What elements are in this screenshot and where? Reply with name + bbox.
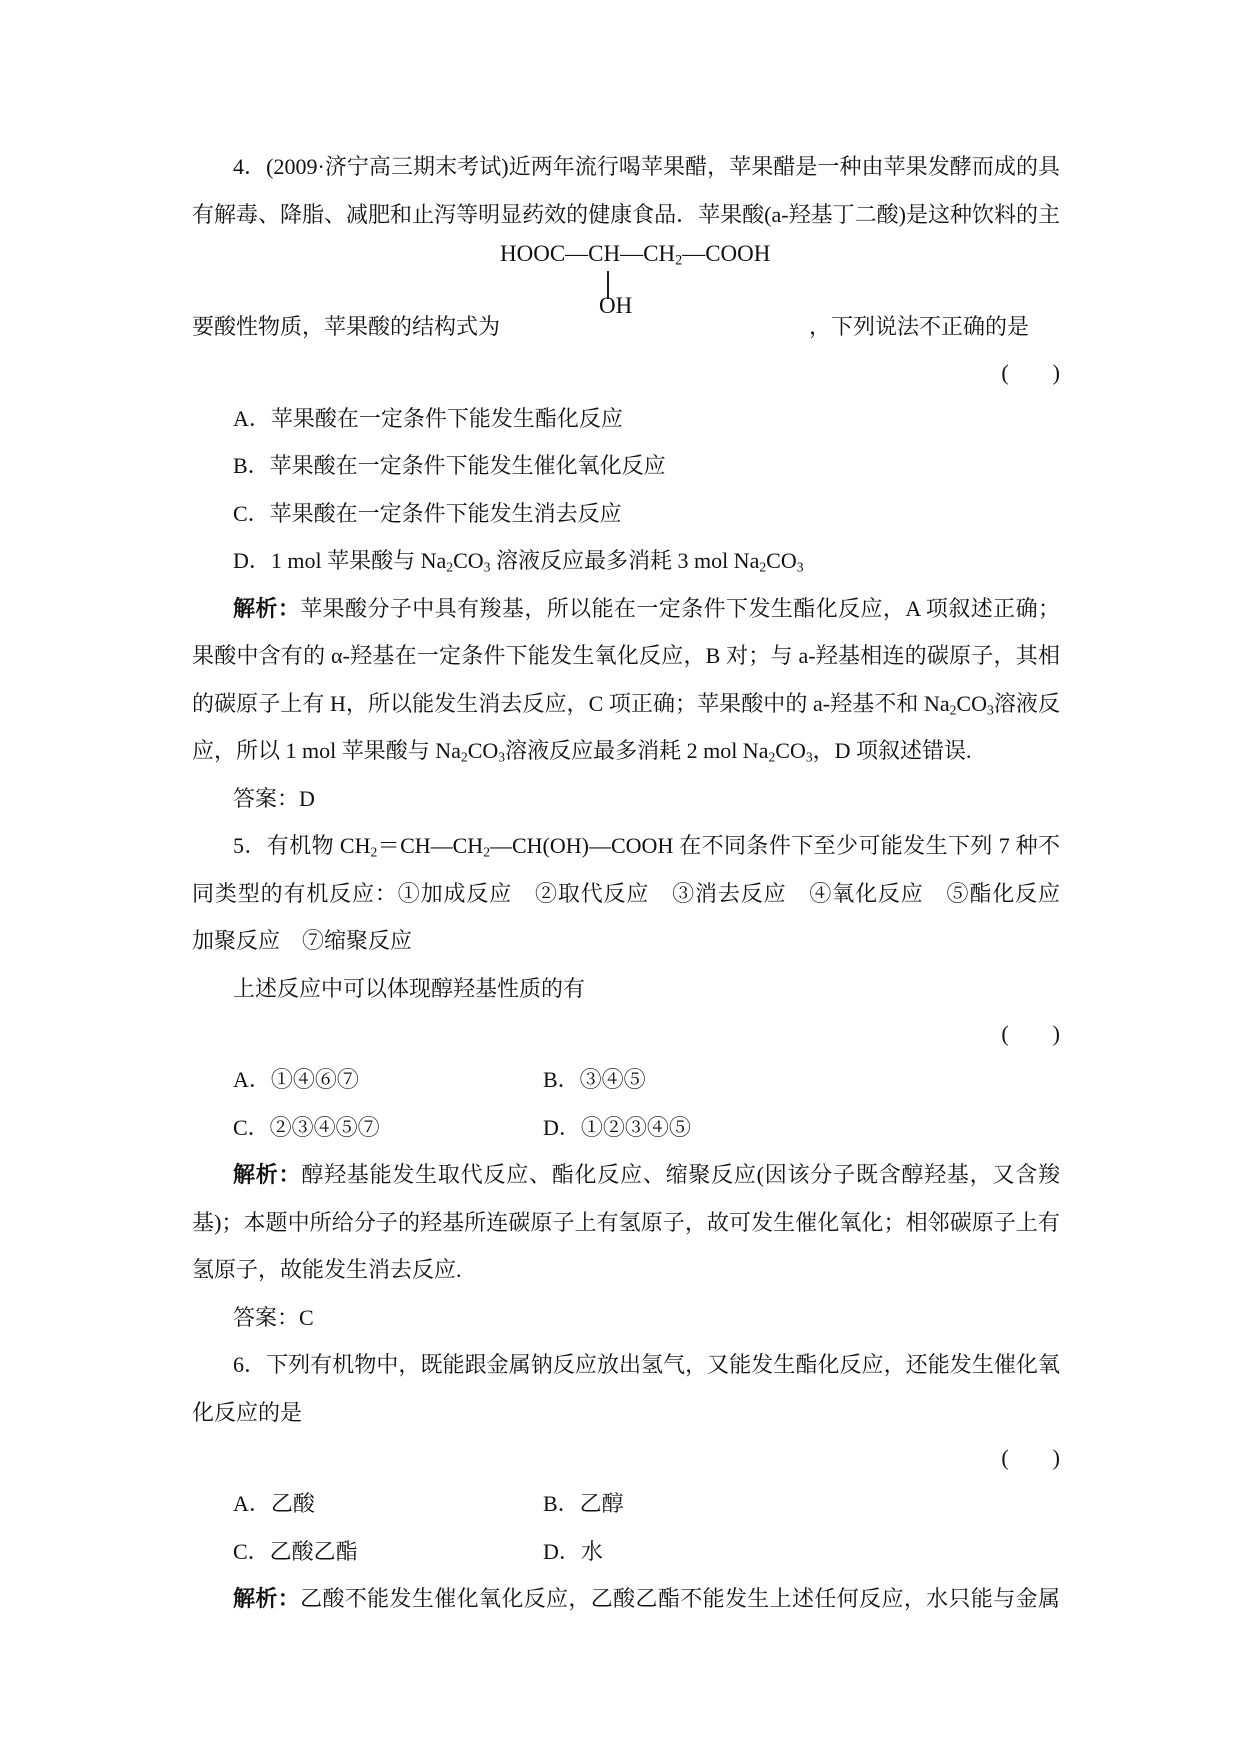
sub: 3 xyxy=(796,559,804,575)
analysis-label: 解析： xyxy=(233,1586,301,1611)
text: 溶液反应最多消耗 3 mol Na xyxy=(490,548,760,573)
q5-stem-line-2: 同类型的有机反应：①加成反应 ②取代反应 ③消去反应 ④氧化反应 ⑤酯化反应 xyxy=(192,880,1060,906)
formula-main-b: —COOH xyxy=(682,241,771,266)
sub: 2 xyxy=(483,844,490,860)
q5-options-row-2 xyxy=(192,1104,1060,1152)
q5-analysis-line-2: 基)；本题中所给分子的羟基所连碳原子上有氢原子，故可发生催化氧化；相邻碳原子上有 xyxy=(192,1209,1060,1235)
q4-analysis-line-4 xyxy=(192,727,1060,775)
malic-acid-structural-formula xyxy=(500,239,771,318)
text: CO xyxy=(766,548,797,573)
q6-option-b: B．乙醇 xyxy=(543,1491,624,1516)
analysis-label: 解析： xyxy=(233,595,301,621)
q4-analysis-line-3 xyxy=(192,680,1060,728)
text: CO xyxy=(467,738,499,763)
q4-option-c: C．苹果酸在一定条件下能发生消去反应 xyxy=(233,500,622,526)
q6-option-c: C．乙酸乙酯 xyxy=(233,1538,358,1564)
q4-stem-after-formula: ，下列说法不正确的是 xyxy=(809,314,1030,339)
text: 醇羟基能发生取代反应、酯化反应、缩聚反应(因该分子既含醇羟基，又含羧 xyxy=(301,1162,1060,1187)
text: CO xyxy=(775,738,806,763)
sub: 2 xyxy=(446,559,454,575)
sub: 2 xyxy=(768,749,776,765)
text: 乙酸不能发生催化氧化反应，乙酸乙酯不能发生上述任何反应，水只能与金属 xyxy=(300,1586,1060,1611)
text: 溶液反应最多消耗 2 mol Na xyxy=(505,738,769,763)
q6-stem-line-2: 化反应的是 xyxy=(192,1399,303,1425)
q5-stem-line-3: 加聚反应 ⑦缩聚反应 xyxy=(192,928,413,953)
text: CO xyxy=(956,690,987,716)
q6-option-d: D．水 xyxy=(543,1538,603,1564)
q6-analysis-line-1 xyxy=(192,1575,1060,1623)
sub: 2 xyxy=(949,701,957,717)
q5-analysis-line-1 xyxy=(192,1151,1060,1199)
sub: 3 xyxy=(986,701,994,717)
sub: 2 xyxy=(370,844,378,860)
formula-subscript: 2 xyxy=(675,252,683,269)
text: ，D 项叙述错误. xyxy=(812,738,972,763)
text: 苹果酸分子中具有羧基，所以能在一定条件下发生酯化反应，A 项叙述正确； xyxy=(300,595,1060,621)
analysis-label: 解析： xyxy=(233,1162,302,1187)
q4-stem-line-2: 有解毒、降脂、减肥和止泻等明显药效的健康食品．苹果酸(a-羟基丁二酸)是这种饮料的主 xyxy=(192,201,1060,227)
q4-analysis-line-2: 果酸中含有的 α-羟基在一定条件下能发生氧化反应，B 对；与 a-羟基相连的碳原子，其相 xyxy=(192,643,1060,668)
text: ＝CH—CH xyxy=(377,833,484,858)
q5-stem-line-4: 上述反应中可以体现醇羟基性质的有 xyxy=(233,975,586,1001)
text: 应，所以 1 mol 苹果酸与 Na xyxy=(192,738,461,763)
sub: 2 xyxy=(759,559,767,575)
q6-options-row-2 xyxy=(192,1528,1060,1576)
text: D．1 mol 苹果酸与 Na xyxy=(233,548,447,573)
text: 5．有机物 CH xyxy=(233,833,371,858)
q5-option-d: D．①②③④⑤ xyxy=(543,1114,691,1140)
q5-answer-paren: ( ) xyxy=(1001,1021,1060,1046)
q4-option-b: B．苹果酸在一定条件下能发生催化氧化反应 xyxy=(233,453,666,478)
q6-answer-paren: ( ) xyxy=(1001,1445,1060,1470)
q4-stem-line-3 xyxy=(192,241,1060,351)
q4-answer: 答案：D xyxy=(233,785,315,811)
q4-option-d xyxy=(192,537,1060,585)
q5-stem-line-1 xyxy=(192,822,1060,870)
q5-option-a: A．①④⑥⑦ xyxy=(233,1067,359,1092)
sub: 3 xyxy=(498,749,506,765)
sub: 3 xyxy=(805,749,813,765)
formula-main-a: HOOC—CH—CH xyxy=(500,241,676,266)
q5-option-b: B．③④⑤ xyxy=(543,1067,646,1092)
text: 溶液反 xyxy=(993,690,1060,716)
text: 的碳原子上有 H，所以能发生消去反应，C 项正确；苹果酸中的 a-羟基不和 Na xyxy=(192,690,950,716)
q4-option-a: A．苹果酸在一定条件下能发生酯化反应 xyxy=(233,405,623,431)
q6-option-a: A．乙酸 xyxy=(233,1491,315,1516)
q5-options-row-1 xyxy=(192,1056,1060,1104)
q5-answer: 答案：C xyxy=(233,1304,314,1330)
q4-stem-before-formula: 要酸性物质，苹果酸的结构式为 xyxy=(192,314,501,339)
q5-analysis-line-3: 氢原子，故能发生消去反应. xyxy=(192,1257,462,1282)
q4-stem-line-1: 4．(2009·济宁高三期末考试)近两年流行喝苹果醋，苹果醋是一种由苹果发酵而成的具 xyxy=(233,154,1060,179)
sub: 2 xyxy=(460,749,468,765)
text: CO xyxy=(453,548,484,573)
q4-analysis-line-1 xyxy=(192,585,1060,633)
sub: 3 xyxy=(483,559,491,575)
q5-option-c: C．②③④⑤⑦ xyxy=(233,1114,380,1140)
formula-branch-oh: OH xyxy=(599,293,633,318)
text: —CH(OH)—COOH 在不同条件下至少可能发生下列 7 种不 xyxy=(490,833,1060,858)
document-page xyxy=(192,143,1060,1623)
q6-options-row-1 xyxy=(192,1480,1060,1528)
q4-answer-paren: ( ) xyxy=(1001,359,1060,385)
q6-stem-line-1: 6．下列有机物中，既能跟金属钠反应放出氢气，又能发生酯化反应，还能发生催化氧 xyxy=(233,1352,1060,1377)
